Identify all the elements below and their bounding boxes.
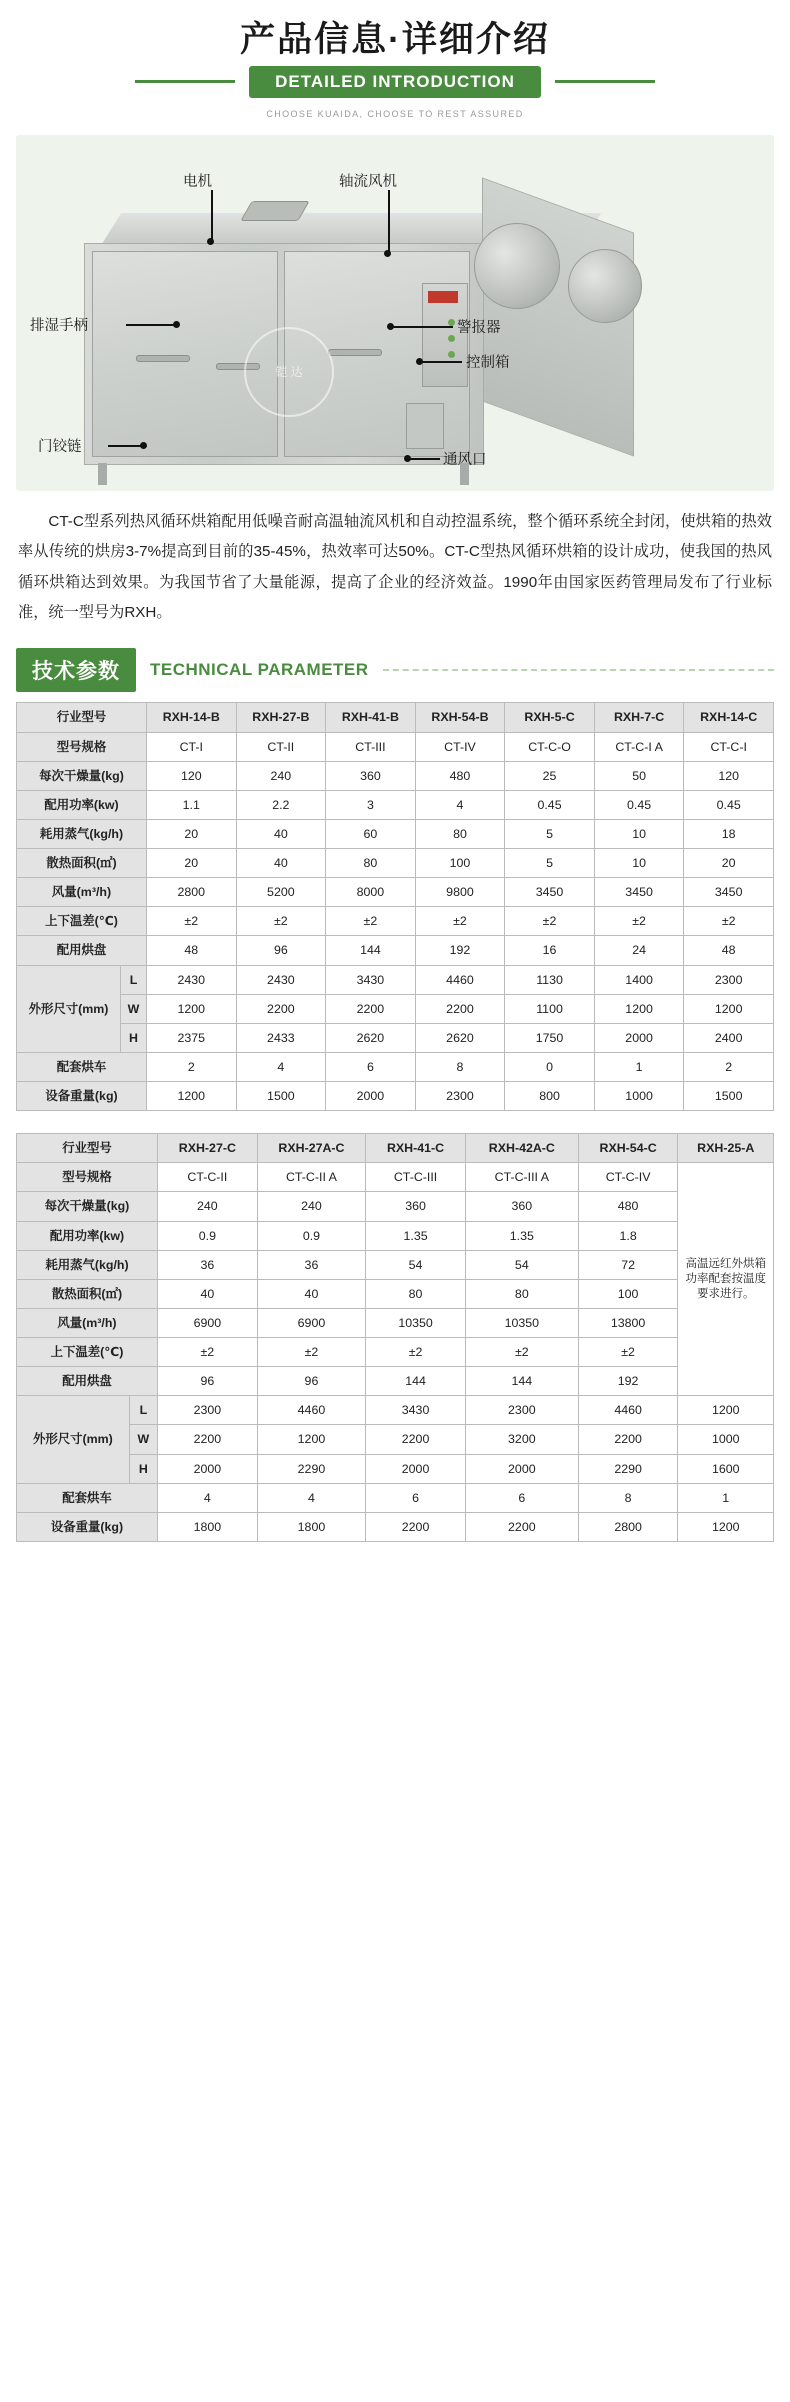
table-cell: 1200: [678, 1396, 774, 1425]
table-cell: ±2: [505, 907, 595, 936]
table-cell: 2375: [147, 1023, 237, 1052]
alarm-lamp-part: [428, 291, 458, 303]
table-cell: 2300: [415, 1082, 505, 1111]
table-cell: 80: [366, 1279, 466, 1308]
table-cell: CT-C-IV: [578, 1163, 678, 1192]
table-cell: 0.45: [684, 790, 774, 819]
table-cell: RXH-42A-C: [465, 1134, 578, 1163]
table-cell: 6: [465, 1483, 578, 1512]
table-cell: 18: [684, 819, 774, 848]
table-cell: ±2: [236, 907, 326, 936]
page-tagline: CHOOSE KUAIDA, CHOOSE TO REST ASSURED: [266, 108, 524, 119]
table-cell: 4: [415, 790, 505, 819]
door-handle-right: [328, 349, 382, 356]
table-cell: 6900: [257, 1308, 365, 1337]
table-cell: 20: [147, 849, 237, 878]
row-label: 配用烘盘: [17, 1367, 158, 1396]
table-cell: ±2: [157, 1338, 257, 1367]
table-cell: 1130: [505, 965, 595, 994]
table-cell: 480: [415, 761, 505, 790]
table-cell: CT-II: [236, 732, 326, 761]
table-row: [17, 965, 774, 994]
table-note-cell: 高温远红外烘箱功率配套按温度要求进行。: [678, 1163, 774, 1396]
table-cell: CT-I: [147, 732, 237, 761]
table-cell: 480: [578, 1192, 678, 1221]
table-cell: 2430: [236, 965, 326, 994]
table-cell: 54: [465, 1250, 578, 1279]
table-cell: 0.45: [594, 790, 684, 819]
table-cell: RXH-7-C: [594, 703, 684, 732]
row-label: 风量(m³/h): [17, 878, 147, 907]
table-cell: 2000: [157, 1454, 257, 1483]
dot-control-box: [416, 358, 423, 365]
table-cell: 2200: [578, 1425, 678, 1454]
table-cell: CT-C-II: [157, 1163, 257, 1192]
table-cell: 2300: [684, 965, 774, 994]
table-cell: 1200: [257, 1425, 365, 1454]
spec-table-2: [16, 1133, 774, 1542]
table-gap: [0, 1111, 790, 1125]
table-row: [17, 907, 774, 936]
table-row: [17, 1023, 774, 1052]
table-cell: 1000: [594, 1082, 684, 1111]
table-cell: 3450: [594, 878, 684, 907]
table-cell: RXH-25-A: [678, 1134, 774, 1163]
table-cell: 13800: [578, 1308, 678, 1337]
table-cell: 10: [594, 819, 684, 848]
table-cell: 72: [578, 1250, 678, 1279]
row-label: 型号规格: [17, 732, 147, 761]
table-cell: 2200: [157, 1425, 257, 1454]
row-label: 设备重量(kg): [17, 1082, 147, 1111]
table-cell: 240: [236, 761, 326, 790]
table-row: [17, 1454, 774, 1483]
row-label: 配用烘盘: [17, 936, 147, 965]
section-title-cn: 技术参数: [16, 648, 136, 692]
table-cell: 54: [366, 1250, 466, 1279]
table-cell: 100: [578, 1279, 678, 1308]
table-cell: 80: [415, 819, 505, 848]
table-cell: 2620: [326, 1023, 416, 1052]
table-cell: 36: [257, 1250, 365, 1279]
rule-left: [135, 80, 235, 83]
row-label: 行业型号: [17, 703, 147, 732]
label-axial-fan: 轴流风机: [339, 173, 397, 190]
table-cell: 2290: [578, 1454, 678, 1483]
table-cell: 1: [594, 1052, 684, 1081]
row-label: 配套烘车: [17, 1483, 158, 1512]
table-row: [17, 1250, 774, 1279]
spec-table-1-wrapper: [16, 702, 774, 1111]
table-cell: 5: [505, 819, 595, 848]
motor-part: [240, 201, 310, 221]
table-row: [17, 849, 774, 878]
product-photo-panel: [16, 135, 774, 491]
row-label: 每次干燥量(kg): [17, 1192, 158, 1221]
table-cell: RXH-27A-C: [257, 1134, 365, 1163]
label-alarm: 警报器: [457, 319, 501, 336]
dim-sub-w: W: [121, 994, 147, 1023]
table-cell: 1200: [147, 1082, 237, 1111]
dim-sub-h: H: [129, 1454, 157, 1483]
table-cell: 2000: [465, 1454, 578, 1483]
table-cell: RXH-41-C: [366, 1134, 466, 1163]
section-header-technical-parameter: [16, 648, 774, 692]
table-cell: 10350: [366, 1308, 466, 1337]
table-cell: RXH-54-B: [415, 703, 505, 732]
table-cell: RXH-27-C: [157, 1134, 257, 1163]
table-cell: 1400: [594, 965, 684, 994]
table-cell: 360: [366, 1192, 466, 1221]
table-cell: ±2: [257, 1338, 365, 1367]
table-cell: 0: [505, 1052, 595, 1081]
table-cell: 360: [465, 1192, 578, 1221]
table-cell: 1500: [684, 1082, 774, 1111]
table-cell: 36: [157, 1250, 257, 1279]
table-cell: 100: [415, 849, 505, 878]
row-label: 配套烘车: [17, 1052, 147, 1081]
table-cell: 80: [326, 849, 416, 878]
leader-alarm: [391, 326, 453, 328]
table-cell: ±2: [415, 907, 505, 936]
table-cell: 2200: [326, 994, 416, 1023]
table-cell: ±2: [326, 907, 416, 936]
leader-door-hinge: [108, 445, 142, 447]
subtitle-row: [0, 66, 790, 98]
table-cell: RXH-5-C: [505, 703, 595, 732]
label-control-box: 控制箱: [466, 354, 510, 371]
table-cell: 80: [465, 1279, 578, 1308]
leader-axial-fan: [388, 190, 390, 252]
table-cell: 800: [505, 1082, 595, 1111]
table-cell: 4: [236, 1052, 326, 1081]
axial-fan-1: [474, 223, 560, 309]
table-cell: 2430: [147, 965, 237, 994]
table-cell: 1.35: [366, 1221, 466, 1250]
table-cell: 3: [326, 790, 416, 819]
table-cell: 240: [257, 1192, 365, 1221]
label-motor: 电机: [183, 173, 212, 190]
table-cell: ±2: [147, 907, 237, 936]
table-cell: 2200: [415, 994, 505, 1023]
table-cell: 96: [257, 1367, 365, 1396]
table-cell: ±2: [366, 1338, 466, 1367]
page-header: [0, 0, 790, 125]
table-cell: 3450: [684, 878, 774, 907]
table-cell: 3430: [366, 1396, 466, 1425]
table-row: [17, 1396, 774, 1425]
table-cell: 2300: [157, 1396, 257, 1425]
dim-sub-l: L: [121, 965, 147, 994]
table-cell: 2000: [366, 1454, 466, 1483]
table-cell: RXH-27-B: [236, 703, 326, 732]
table-cell: 8000: [326, 878, 416, 907]
table-cell: 2290: [257, 1454, 365, 1483]
table-cell: 1500: [236, 1082, 326, 1111]
table-cell: 1600: [678, 1454, 774, 1483]
table-cell: 2400: [684, 1023, 774, 1052]
table-cell: 40: [257, 1279, 365, 1308]
table-cell: CT-IV: [415, 732, 505, 761]
table-row: [17, 994, 774, 1023]
table-cell: 25: [505, 761, 595, 790]
row-label: 上下温差(℃): [17, 907, 147, 936]
table-cell: 192: [578, 1367, 678, 1396]
table-row: [17, 1192, 774, 1221]
table-cell: 1750: [505, 1023, 595, 1052]
table-cell: 120: [684, 761, 774, 790]
dot-door-hinge: [140, 442, 147, 449]
dot-motor: [207, 238, 214, 245]
table-cell: CT-C-II A: [257, 1163, 365, 1192]
table-cell: CT-C-O: [505, 732, 595, 761]
section-title-en: TECHNICAL PARAMETER: [150, 660, 369, 680]
table-row: [17, 732, 774, 761]
table-cell: 1800: [157, 1512, 257, 1541]
axial-fan-2: [568, 249, 642, 323]
table-cell: 8: [578, 1483, 678, 1512]
table-cell: 1: [678, 1483, 774, 1512]
row-label: 配用功率(kw): [17, 1221, 158, 1250]
row-label-dimensions: 外形尺寸(mm): [17, 965, 121, 1052]
table-cell: ±2: [684, 907, 774, 936]
dot-axial-fan: [384, 250, 391, 257]
table-cell: 10350: [465, 1308, 578, 1337]
table-row: [17, 1134, 774, 1163]
table-row: [17, 1279, 774, 1308]
label-dehumid-handle: 排湿手柄: [30, 317, 88, 334]
dot-alarm: [387, 323, 394, 330]
table-cell: 2800: [578, 1512, 678, 1541]
table-cell: CT-III: [326, 732, 416, 761]
table-cell: 5: [505, 849, 595, 878]
table-cell: 2.2: [236, 790, 326, 819]
dot-dehumid-handle: [173, 321, 180, 328]
table-cell: 0.9: [257, 1221, 365, 1250]
table-cell: RXH-41-B: [326, 703, 416, 732]
table-cell: CT-C-I: [684, 732, 774, 761]
table-cell: 144: [465, 1367, 578, 1396]
table-cell: 5200: [236, 878, 326, 907]
table-cell: 48: [147, 936, 237, 965]
table-cell: 144: [326, 936, 416, 965]
dim-sub-l: L: [129, 1396, 157, 1425]
table-cell: RXH-14-B: [147, 703, 237, 732]
leader-control-box: [420, 361, 462, 363]
indicator-dot-3: [448, 351, 455, 358]
table-cell: 360: [326, 761, 416, 790]
table-cell: 192: [415, 936, 505, 965]
row-label: 行业型号: [17, 1134, 158, 1163]
row-label: 设备重量(kg): [17, 1512, 158, 1541]
table-row: [17, 1367, 774, 1396]
table-cell: 8: [415, 1052, 505, 1081]
dot-vent: [404, 455, 411, 462]
table-cell: 2200: [366, 1512, 466, 1541]
page-title: 产品信息·详细介绍: [240, 20, 550, 59]
table-cell: 2: [147, 1052, 237, 1081]
leg-1: [98, 463, 107, 485]
table-cell: 20: [147, 819, 237, 848]
table-cell: 20: [684, 849, 774, 878]
indicator-dot-2: [448, 335, 455, 342]
row-label: 散热面积(㎡): [17, 1279, 158, 1308]
table-cell: CT-C-I A: [594, 732, 684, 761]
table-row: [17, 1338, 774, 1367]
table-cell: 4460: [257, 1396, 365, 1425]
table-row: [17, 878, 774, 907]
dim-sub-h: H: [121, 1023, 147, 1052]
table-row: [17, 819, 774, 848]
table-cell: 2300: [465, 1396, 578, 1425]
leader-dehumid-handle: [126, 324, 176, 326]
table-cell: 1.1: [147, 790, 237, 819]
door-handle-left: [136, 355, 190, 362]
table-row: [17, 1052, 774, 1081]
table-cell: 9800: [415, 878, 505, 907]
label-door-hinge: 门铰链: [38, 438, 82, 455]
row-label: 耗用蒸气(kg/h): [17, 1250, 158, 1279]
vent-part: [406, 403, 444, 449]
table-cell: 3450: [505, 878, 595, 907]
table-cell: 2200: [236, 994, 326, 1023]
table-row: [17, 936, 774, 965]
table-cell: 48: [684, 936, 774, 965]
table-cell: 96: [157, 1367, 257, 1396]
table-row: [17, 1512, 774, 1541]
table-cell: 2200: [465, 1512, 578, 1541]
leader-vent: [408, 458, 440, 460]
intro-paragraph: CT-C型系列热风循环烘箱配用低噪音耐高温轴流风机和自动控温系统，整个循环系统全封闭，使烘箱的热效率从传统的烘房3-7%提高到目前的35-45%，热效率可达50%。CT-C型热风循环烘箱的设计成功，使我国的热风循环烘箱达到效果。为我国节省了大量能源，提高了企业的经济效益。1990年由国家医药管理局发布了行业标准，统一型号为RXH。: [18, 512, 772, 621]
table-cell: 1800: [257, 1512, 365, 1541]
table-cell: 144: [366, 1367, 466, 1396]
table-cell: ±2: [465, 1338, 578, 1367]
table-row: [17, 703, 774, 732]
table-cell: 4460: [415, 965, 505, 994]
table-cell: 40: [236, 819, 326, 848]
table-cell: 1200: [678, 1512, 774, 1541]
row-label: 配用功率(kw): [17, 790, 147, 819]
spec-table-2-wrapper: [16, 1133, 774, 1542]
table-cell: 2433: [236, 1023, 326, 1052]
table-row: [17, 1425, 774, 1454]
table-cell: 4460: [578, 1396, 678, 1425]
table-row: [17, 1308, 774, 1337]
table-cell: RXH-54-C: [578, 1134, 678, 1163]
table-cell: 0.9: [157, 1221, 257, 1250]
table-cell: 16: [505, 936, 595, 965]
row-label: 每次干燥量(kg): [17, 761, 147, 790]
row-label: 散热面积(㎡): [17, 849, 147, 878]
table-row: [17, 790, 774, 819]
table-cell: 1200: [684, 994, 774, 1023]
table-cell: 4: [157, 1483, 257, 1512]
table-cell: 40: [157, 1279, 257, 1308]
table-cell: 60: [326, 819, 416, 848]
table-cell: 1100: [505, 994, 595, 1023]
table-cell: 50: [594, 761, 684, 790]
table-cell: 2000: [594, 1023, 684, 1052]
section-divider: [383, 669, 774, 671]
table-cell: 10: [594, 849, 684, 878]
table-cell: 2800: [147, 878, 237, 907]
dim-sub-w: W: [129, 1425, 157, 1454]
leader-motor: [211, 190, 213, 240]
table-cell: 6: [326, 1052, 416, 1081]
table-cell: 120: [147, 761, 237, 790]
table-cell: 2: [684, 1052, 774, 1081]
table-row: [17, 761, 774, 790]
table-cell: 4: [257, 1483, 365, 1512]
page-subtitle: DETAILED INTRODUCTION: [249, 66, 541, 98]
table-row: [17, 1163, 774, 1192]
table-cell: CT-C-III: [366, 1163, 466, 1192]
row-label: 风量(m³/h): [17, 1308, 158, 1337]
table-cell: 2200: [366, 1425, 466, 1454]
table-cell: 96: [236, 936, 326, 965]
rule-right: [555, 80, 655, 83]
table-cell: 1200: [594, 994, 684, 1023]
table-cell: 1000: [678, 1425, 774, 1454]
row-label-dimensions: 外形尺寸(mm): [17, 1396, 130, 1483]
indicator-dot-1: [448, 319, 455, 326]
table-cell: 0.45: [505, 790, 595, 819]
table-cell: 1200: [147, 994, 237, 1023]
table-cell: RXH-14-C: [684, 703, 774, 732]
table-cell: 2000: [326, 1082, 416, 1111]
table-cell: 1.8: [578, 1221, 678, 1250]
table-cell: CT-C-III A: [465, 1163, 578, 1192]
spec-table-1: [16, 702, 774, 1111]
row-label: 型号规格: [17, 1163, 158, 1192]
table-cell: 6900: [157, 1308, 257, 1337]
table-cell: 40: [236, 849, 326, 878]
table-row: [17, 1082, 774, 1111]
row-label: 上下温差(℃): [17, 1338, 158, 1367]
table-cell: 3200: [465, 1425, 578, 1454]
table-cell: ±2: [594, 907, 684, 936]
table-cell: 1.35: [465, 1221, 578, 1250]
row-label: 耗用蒸气(kg/h): [17, 819, 147, 848]
table-cell: 2620: [415, 1023, 505, 1052]
table-cell: 6: [366, 1483, 466, 1512]
table-cell: ±2: [578, 1338, 678, 1367]
table-cell: 3430: [326, 965, 416, 994]
table-cell: 240: [157, 1192, 257, 1221]
table-row: [17, 1221, 774, 1250]
label-vent: 通风口: [443, 451, 487, 468]
watermark: 铠 达: [244, 327, 334, 417]
table-row: [17, 1483, 774, 1512]
table-cell: 24: [594, 936, 684, 965]
